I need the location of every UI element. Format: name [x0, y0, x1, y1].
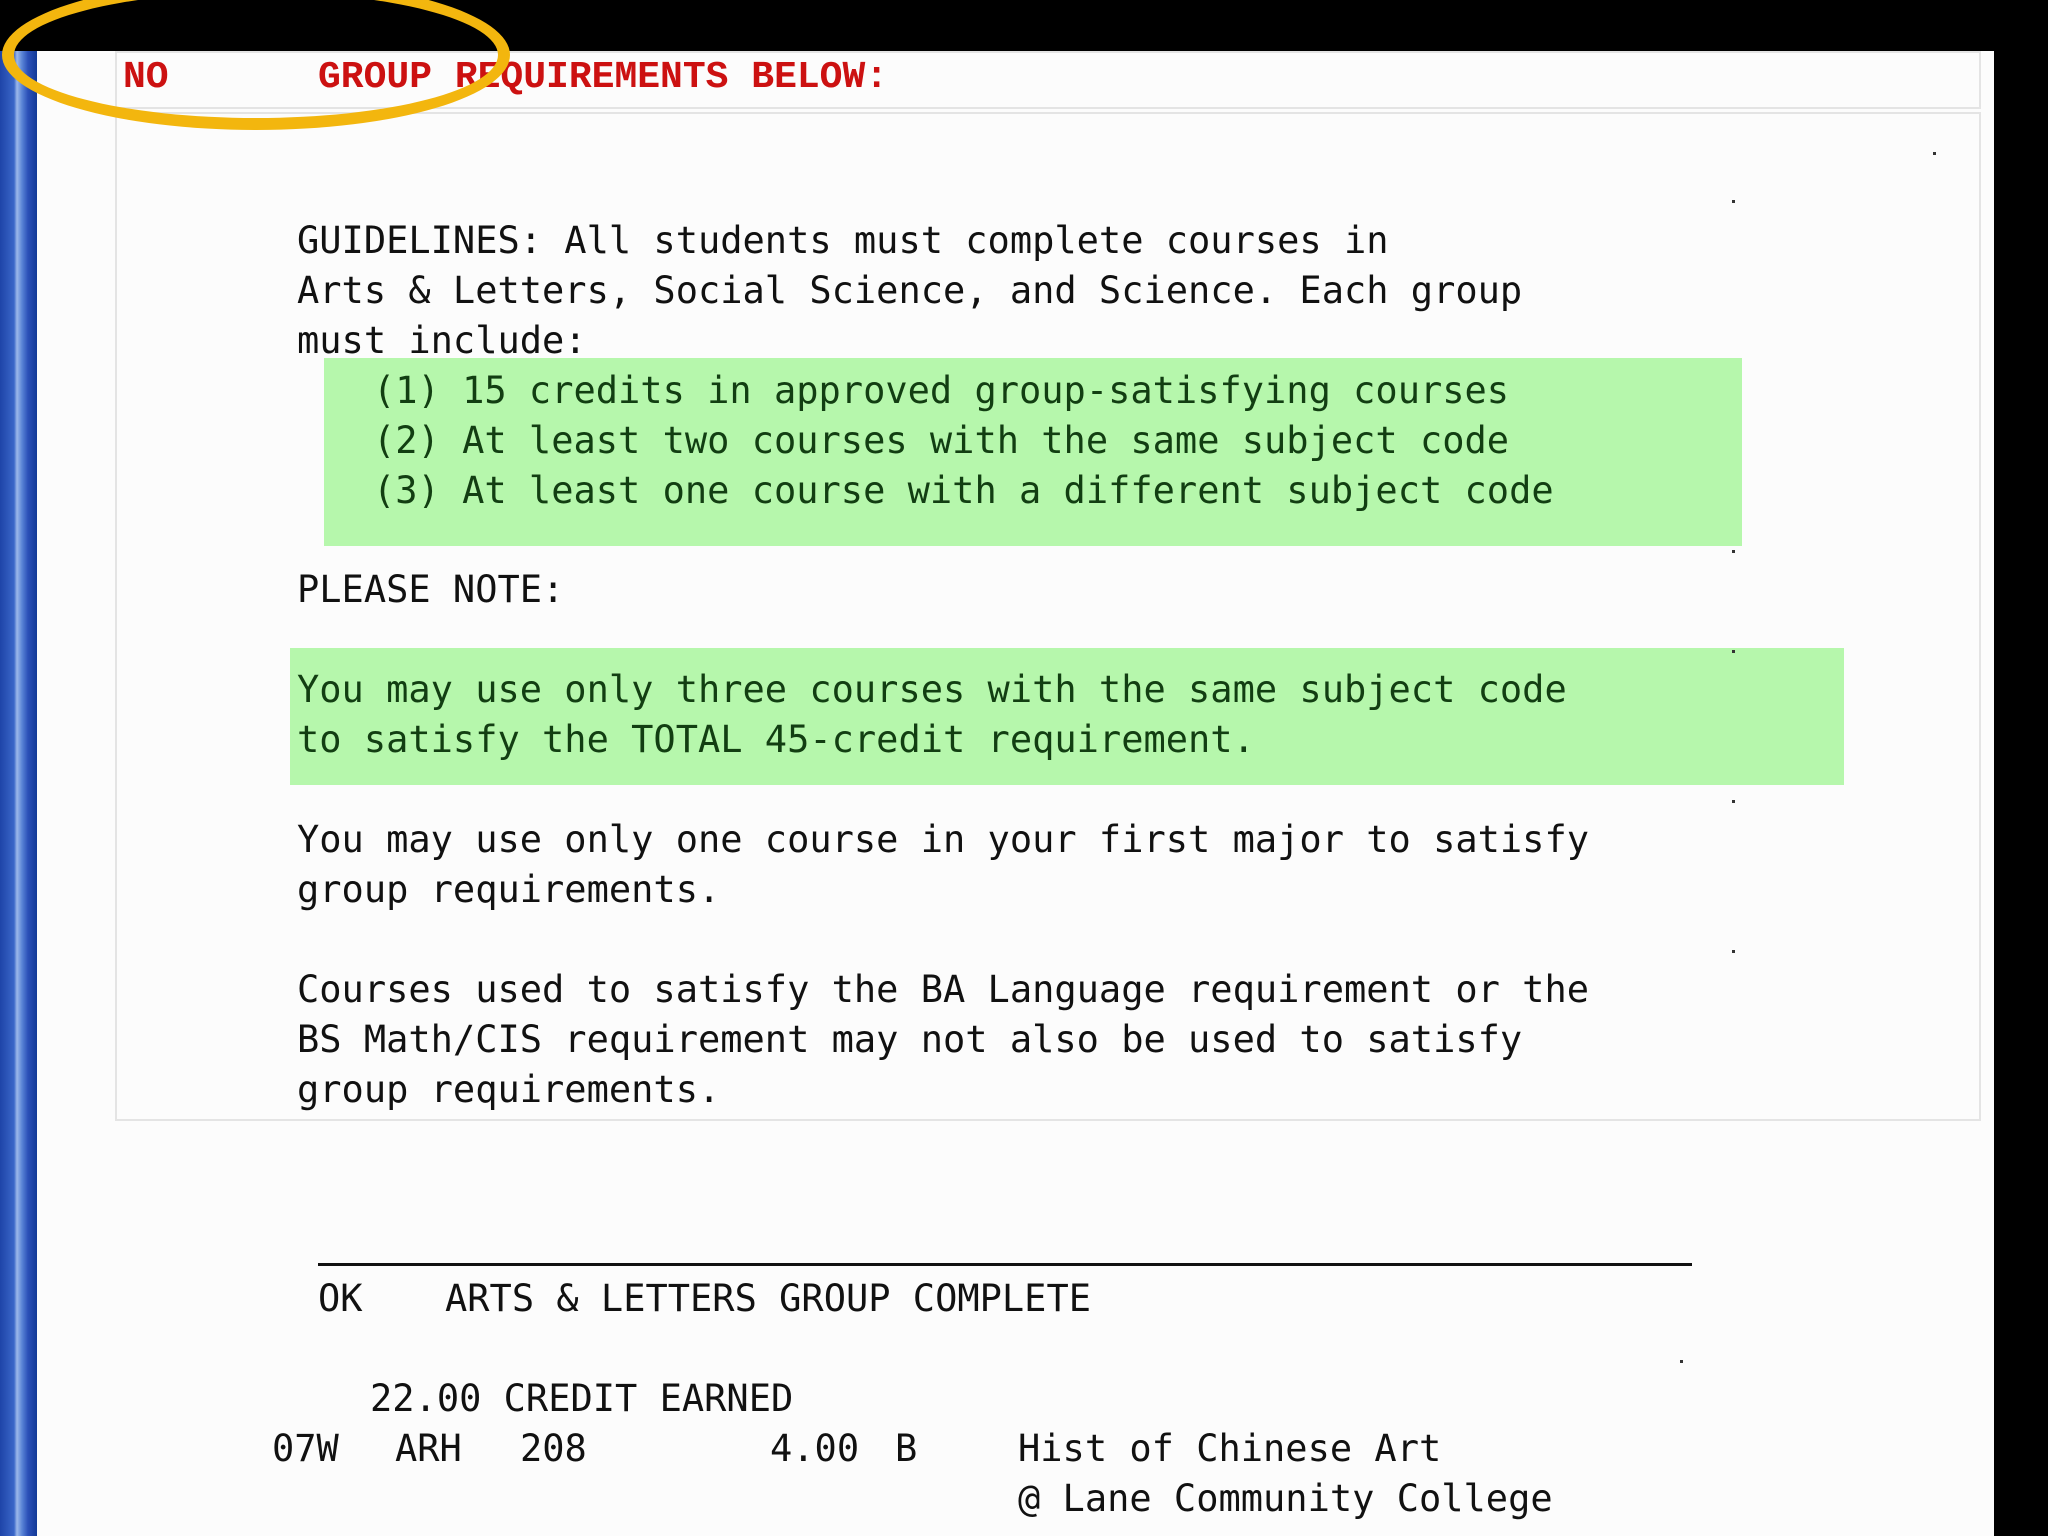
group-status-no: NO: [123, 56, 169, 99]
arts-letters-status: OK: [318, 1277, 363, 1320]
note-1-line-1: You may use only three courses with the same subject code: [297, 668, 1567, 711]
course-credits: 4.00: [770, 1427, 860, 1470]
dot-marker: [1732, 950, 1735, 953]
dot-marker: [1732, 200, 1735, 203]
credits-earned: 22.00 CREDIT EARNED: [370, 1377, 794, 1420]
dot-marker: [1732, 650, 1735, 653]
note-2-line-2: group requirements.: [297, 868, 721, 911]
note-3-line-3: group requirements.: [297, 1068, 721, 1111]
guidelines-line-1: GUIDELINES: All students must complete courses in: [297, 219, 1389, 262]
please-note-heading: PLEASE NOTE:: [297, 568, 565, 611]
group-requirements-title: GROUP REQUIREMENTS BELOW:: [318, 56, 889, 99]
guidelines-line-2: Arts & Letters, Social Science, and Science. Each group: [297, 269, 1523, 312]
course-title: Hist of Chinese Art: [1018, 1427, 1442, 1470]
dot-marker: [1933, 152, 1936, 155]
dot-marker: [1680, 1360, 1683, 1363]
course-grade: B: [895, 1427, 918, 1470]
note-2-line-1: You may use only one course in your first major to satisfy: [297, 818, 1590, 861]
guideline-item-2: (2) At least two courses with the same subject code: [373, 419, 1510, 462]
note-3-line-1: Courses used to satisfy the BA Language requirement or the: [297, 968, 1590, 1011]
dot-marker: [1732, 800, 1735, 803]
section-divider: [318, 1263, 1692, 1266]
course-subject: ARH: [395, 1427, 462, 1470]
course-number: 208: [520, 1427, 587, 1470]
guideline-item-1: (1) 15 credits in approved group-satisfying courses: [373, 369, 1510, 412]
arts-letters-title: ARTS & LETTERS GROUP COMPLETE: [445, 1277, 1092, 1320]
window-frame-left: [0, 51, 37, 1536]
course-note: @ Lane Community College: [1018, 1477, 1553, 1520]
guideline-item-3: (3) At least one course with a different subject code: [373, 469, 1554, 512]
dot-marker: [1732, 550, 1735, 553]
guidelines-line-3: must include:: [297, 319, 587, 362]
course-term: 07W: [272, 1427, 339, 1470]
right-black-bar: [1994, 0, 2048, 1536]
note-1-line-2: to satisfy the TOTAL 45-credit requirement.: [297, 718, 1255, 761]
note-3-line-2: BS Math/CIS requirement may not also be used to satisfy: [297, 1018, 1523, 1061]
